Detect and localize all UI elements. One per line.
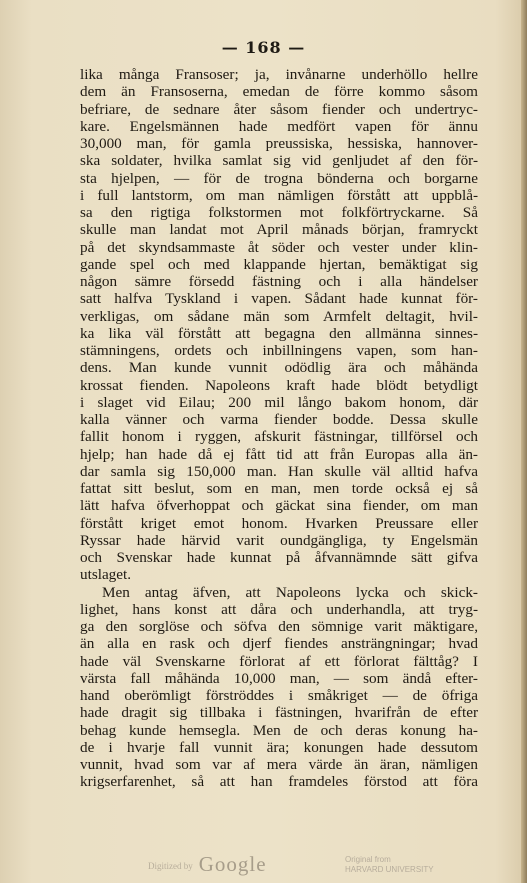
text-line: i slaget vid Eilau; 200 mil långo bakom honom, där — [80, 393, 478, 411]
text-line: behag kunde hemsegla. Men de och deras konung ha- — [80, 721, 478, 739]
text-line: i full lantstorm, om man nämligen förstått att uppblå- — [80, 186, 478, 204]
text-line: kalla vänner och varma fiender bodde. Dessa skulle — [80, 411, 478, 428]
original-from-label: Original from — [345, 855, 391, 864]
text-line: Ryssar hade härvid varit oundgängliga, ty Engelsmän — [80, 531, 478, 549]
digitized-by-label: Digitized by — [148, 861, 193, 872]
text-line: vunnit, hvad som var af mera värde än äran, nämligen — [80, 756, 478, 773]
text-line: sa den rigtiga folkstormen mot folkförtryckarne. Så — [80, 204, 478, 221]
text-line: fattat sitt beslut, som en man, men torde också ej så — [80, 480, 478, 497]
body-text — [80, 66, 478, 791]
text-line: än alla en rask och djerf fiendes ansträngningar; hvad — [80, 635, 478, 653]
text-line: krigserfarenhet, så att han framdeles förstod att föra — [80, 773, 478, 791]
text-line: på det skyndsammaste åt söder och vester under klin- — [80, 238, 478, 256]
text-line: ska soldater, hvilka samlat sig vid genljudet af den för- — [80, 152, 478, 170]
text-line: utslaget. — [80, 566, 132, 584]
text-line: hade väl Svenskarne förlorat af ett förlorat fälttåg? I — [80, 652, 478, 670]
text-line: satt halfva Tyskland i vapen. Sådant hade kunnat för- — [80, 290, 478, 308]
text-line: dens. Man kunde vunnit odödlig ära och måhända — [80, 359, 478, 377]
text-line: och Svenskar hade kunnat på åfvannämnde sätt gifva — [80, 549, 478, 566]
text-line: lika många Fransoser; ja, invånarne underhöllo hellre — [80, 66, 478, 83]
text-line: hand oberömligt förströddes i småkriget — de öfriga — [80, 687, 478, 704]
text-line: fallit honom i ryggen, afskurit fästningar, tillförsel och — [80, 428, 478, 446]
text-line: befriare, de sednare åter såsom fiender och undertryc- — [80, 100, 478, 118]
text-line: dar samla sig 150,000 man. Han skulle väl alltid hafva — [80, 462, 478, 480]
text-line: hjelp; han hade då ej fått tid att från Europas alla än- — [80, 445, 478, 463]
text-line: förstått kriget emot honom. Hvarken Preussare eller — [80, 514, 478, 532]
harvard-watermark — [345, 855, 434, 875]
text-line: gande spel och med klappande hjertan, bemäktigat sig — [80, 255, 478, 273]
text-line: de i hvarje fall vunnit ära; konungen hade dessutom — [80, 738, 478, 756]
text-line: sta hjelpen, — för de trogna bönderna och borgarne — [80, 169, 478, 187]
google-watermark — [148, 852, 267, 877]
text-line: värsta fall måhända 10,000 man, — som ändå efter- — [80, 669, 478, 687]
page-edge — [521, 0, 527, 883]
text-line: någon sämre försedd fästning och i alla händelser — [80, 273, 478, 290]
text-line: ga den sorglöse och söfva den sömnige varit mäktigare, — [80, 618, 478, 635]
page-number: — 168 — — [221, 38, 306, 57]
harvard-label: HARVARD UNIVERSITY — [345, 865, 434, 874]
text-line: verkligas, om sådane män som Armfelt deltagit, hvil- — [80, 307, 478, 325]
text-line: lätt hafva öfverhoppat och gäckat sina fiender, om man — [80, 497, 478, 515]
text-line: dem än Fransoserna, emedan de förre kommo såsom — [80, 83, 478, 101]
text-line: 30,000 man, för gamla preussiska, hessiska, hannover- — [80, 135, 478, 152]
text-line: krossat fienden. Napoleons kraft hade blödt betydligt — [80, 376, 478, 394]
text-line: lighet, hans konst att dåra och underhandla, att tryg- — [80, 600, 478, 618]
text-line: ka lika väl förstått att begagna den allmänna sinnes- — [80, 324, 478, 342]
text-line: skulle man landat mot April månads början, framryckt — [80, 221, 478, 239]
text-line: stämningens, ordets och inbillningens vapen, som han- — [80, 342, 478, 359]
text-line: kare. Engelsmännen hade medfört vapen för ännu — [80, 117, 478, 135]
google-label: Google — [198, 852, 267, 876]
text-line: hade dragit sig tillbaka i fästningen, hvarifrån de efter — [80, 704, 478, 722]
text-line: Men antag äfven, att Napoleons lycka och skick- — [102, 583, 478, 601]
